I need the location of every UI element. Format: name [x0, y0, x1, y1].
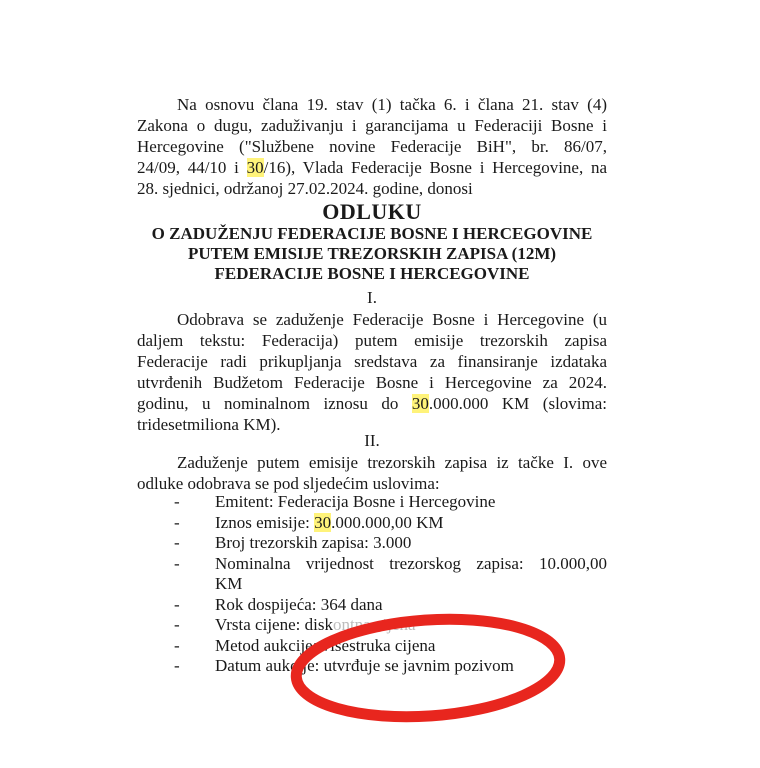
- condition-text: cije: višestruka cijena: [288, 635, 436, 655]
- list-item: [137, 533, 607, 554]
- subtitle-line-3: FEDERACIJE BOSNE I HERCEGOVINE: [214, 264, 530, 283]
- section-1-line: Odobrava se zaduženje Federacije Bosne i Hercegovine (u: [177, 310, 607, 329]
- section-2-intro: [137, 452, 607, 494]
- condition-text: .000.000,00 KM: [331, 512, 444, 532]
- condition-text: Nominalna vrijednost trezorskog zapisa: 10.000,00: [215, 553, 607, 573]
- conditions-list: [137, 492, 607, 677]
- section-2-line: odluke odobrava se pod sljedećim uslovima:: [137, 474, 440, 493]
- condition-text-partial: ontna cijena: [332, 615, 416, 634]
- condition-text: Emitent: Federacija Bosne i Hercegovine: [215, 492, 496, 511]
- condition-text: Rok dospijeća: 364 dana: [215, 594, 383, 614]
- preamble-line-4: [137, 157, 607, 178]
- condition-text: Broj trezorskih zapisa: 3.000: [215, 533, 412, 552]
- section-1-text: [137, 309, 607, 435]
- condition-text: Iznos emisije:: [215, 512, 315, 532]
- preamble-text: /16), Vlada Federacije Bosne i Hercegovine, na: [263, 158, 607, 177]
- condition-text: cije: utvrđuje se javnim pozivom: [290, 656, 514, 675]
- list-item: [137, 615, 607, 636]
- dash-bullet: -: [174, 615, 180, 634]
- condition-text: Datum auk: [215, 656, 291, 675]
- dash-bullet: -: [174, 512, 180, 532]
- list-item: [137, 656, 607, 677]
- list-item: [137, 595, 607, 616]
- subtitle-line-2: PUTEM EMISIJE TREZORSKIH ZAPISA (12M): [187, 244, 557, 263]
- condition-text: KM: [215, 574, 243, 593]
- highlighted-number: 30: [314, 512, 332, 532]
- preamble-line-1: Na osnovu člana 19. stav (1) tačka 6. i člana 21. stav (4): [177, 95, 607, 114]
- preamble-text: 24/09, 44/10 i: [137, 158, 247, 177]
- section-1-line: tridesetmiliona KM).: [137, 415, 281, 434]
- dash-bullet: -: [174, 533, 180, 552]
- section-1-line: daljem tekstu: Federacija) putem emisije trezorskih zapisa: [137, 331, 607, 350]
- dash-bullet: -: [174, 656, 180, 675]
- list-item: [137, 554, 607, 595]
- preamble-line-3: Hercegovine ("Službene novine Federacije BiH", br. 86/07,: [137, 137, 607, 156]
- list-item: [137, 513, 607, 534]
- dash-bullet: -: [174, 635, 180, 655]
- highlighted-number: 30: [246, 158, 264, 177]
- highlighted-number: 30: [411, 394, 429, 413]
- document-subtitle: [137, 224, 607, 284]
- dash-bullet: -: [174, 594, 180, 614]
- list-item: [137, 492, 607, 513]
- condition-text: Vrsta cijene: disk: [215, 615, 333, 634]
- section-2-line: Zaduženje putem emisije trezorskih zapisa iz tačke I. ove: [177, 453, 607, 472]
- preamble-line-5: 28. sjednici, održanoj 27.02.2024. godine, donosi: [137, 179, 473, 198]
- document-title: ODLUKU: [322, 199, 422, 224]
- section-1-text-part: .000.000 KM (slovima:: [428, 394, 608, 413]
- section-1-line: Federacije radi prikupljanja sredstava za finansiranje izdataka: [137, 352, 607, 371]
- section-1-line: utvrđenih Budžetom Federacije Bosne i Hercegovine za 2024.: [137, 373, 607, 392]
- section-1-number: I.: [367, 288, 377, 307]
- condition-text: Metod auk: [215, 635, 289, 655]
- preamble: [137, 94, 607, 199]
- dash-bullet: -: [174, 553, 180, 573]
- dash-bullet: -: [174, 492, 180, 511]
- section-2-number: II.: [364, 431, 380, 450]
- list-item: [137, 636, 607, 657]
- preamble-line-2: Zakona o dugu, zaduživanju i garancijama u Federaciji Bosne i: [137, 116, 607, 135]
- subtitle-line-1: O ZADUŽENJU FEDERACIJE BOSNE I HERCEGOVINE: [151, 224, 593, 243]
- section-1-text-part: godinu, u nominalnom iznosu do: [137, 394, 412, 413]
- section-1-line: [137, 393, 607, 414]
